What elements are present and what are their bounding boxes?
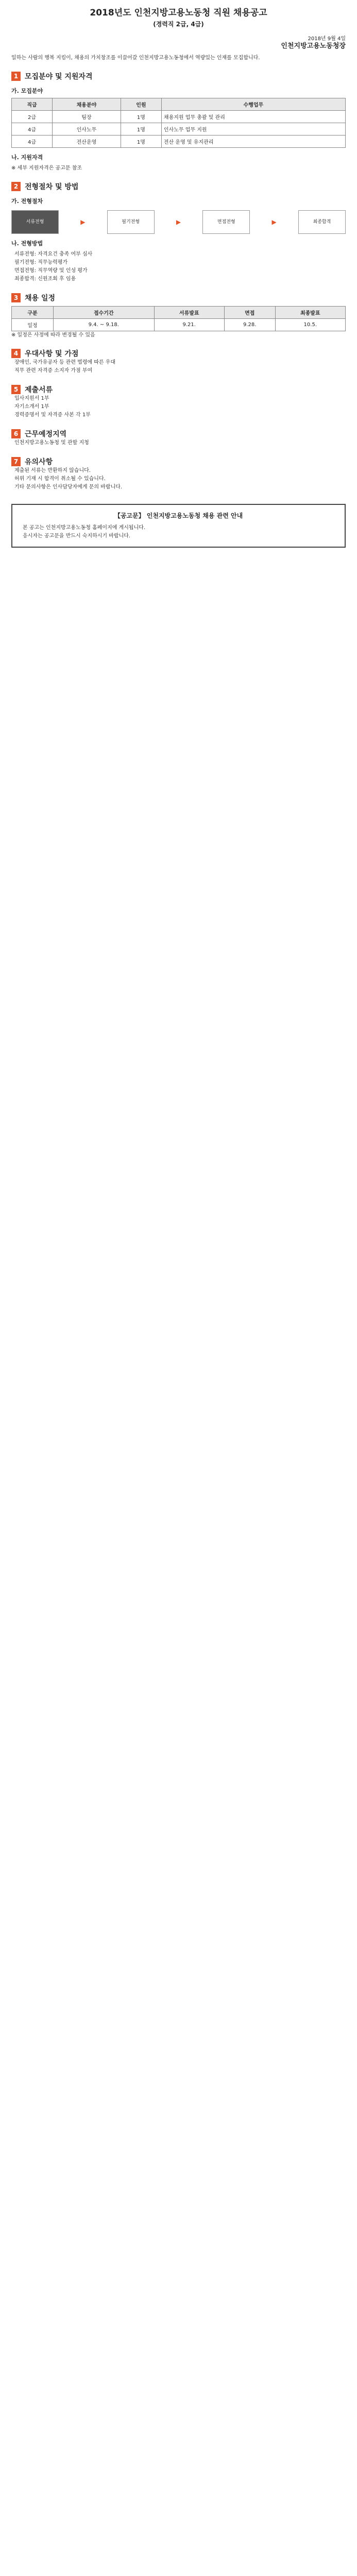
schedule-table bbox=[11, 306, 346, 331]
list-item: 기타 문의사항은 인사담당자에게 문의 바랍니다. bbox=[14, 484, 123, 490]
section-5-title bbox=[11, 384, 346, 395]
issue-date: 2018년 9월 4일 bbox=[308, 36, 346, 42]
section-number-badge: 5 bbox=[11, 385, 21, 394]
table-cell: 9.4. ~ 9.18. bbox=[54, 319, 154, 331]
table-cell: 9.28. bbox=[224, 319, 275, 331]
subsection-title: 나. 지원자격 bbox=[11, 154, 43, 161]
table-header: 수행업무 bbox=[161, 98, 345, 111]
list-item: 면접전형: 직무역량 및 인성 평가 bbox=[14, 268, 88, 274]
subsection-title: 가. 모집분야 bbox=[11, 88, 43, 94]
list-item: 제출된 서류는 반환하지 않습니다. bbox=[14, 468, 91, 473]
arrow-right-icon: ▶ bbox=[80, 218, 86, 226]
table-cell: 일정 bbox=[12, 319, 54, 331]
section-title-text: 채용 일정 bbox=[25, 294, 55, 302]
flow-step: 서류전형 bbox=[11, 210, 59, 234]
table-cell: 전산 운영 및 유지관리 bbox=[161, 135, 345, 148]
section-number-badge: 3 bbox=[11, 293, 21, 302]
table-cell: 팀장 bbox=[53, 111, 121, 123]
section-title-text: 제출서류 bbox=[25, 386, 53, 394]
table-cell: 전산운영 bbox=[53, 135, 121, 148]
section-number-badge: 6 bbox=[11, 429, 21, 438]
list-item: 경력증명서 및 자격증 사본 각 1부 bbox=[14, 412, 91, 418]
flow-step: 최종합격 bbox=[298, 210, 346, 234]
document-page bbox=[0, 0, 357, 548]
schedule-note: ※ 일정은 사정에 따라 변경될 수 있음 bbox=[11, 332, 95, 338]
table-cell: 4급 bbox=[12, 123, 53, 135]
table-cell: 10.5. bbox=[275, 319, 345, 331]
subsection-title: 나. 전형방법 bbox=[11, 240, 43, 247]
table-header: 면접 bbox=[224, 307, 275, 319]
section-title-text: 유의사항 bbox=[25, 458, 53, 466]
table-cell: 1명 bbox=[121, 135, 161, 148]
notice-box bbox=[11, 504, 346, 548]
list-item: 응시자는 공고문을 반드시 숙지하시기 바랍니다. bbox=[23, 533, 131, 539]
issuing-org: 인천지방고용노동청장 bbox=[281, 42, 346, 50]
table-header: 서류발표 bbox=[154, 307, 224, 319]
section-number-badge: 4 bbox=[11, 349, 21, 358]
table-header: 구분 bbox=[12, 307, 54, 319]
table-cell: 9.21. bbox=[154, 319, 224, 331]
section-6-title bbox=[11, 429, 346, 439]
document-subtitle: (경력직 2급, 4급) bbox=[153, 21, 204, 28]
section-number-badge: 1 bbox=[11, 72, 21, 81]
document-title: 2018년도 인천지방고용노동청 직원 채용공고 bbox=[90, 8, 267, 18]
date-block bbox=[11, 36, 346, 50]
notice-title: 【공고문】 인천지방고용노동청 채용 관련 안내 bbox=[114, 512, 243, 519]
table-cell: 4급 bbox=[12, 135, 53, 148]
section-4-title bbox=[11, 348, 346, 359]
table-cell: 1명 bbox=[121, 123, 161, 135]
subsection-title: 가. 전형절차 bbox=[11, 198, 43, 205]
section-number-badge: 2 bbox=[11, 182, 21, 191]
list-item: 최종합격: 신원조회 후 임용 bbox=[14, 276, 76, 282]
section-1-title bbox=[11, 71, 346, 81]
table-cell: 1명 bbox=[121, 111, 161, 123]
section-title-text: 우대사항 및 가점 bbox=[25, 350, 79, 358]
table-cell: 채용지원 업무 총괄 및 관리 bbox=[161, 111, 345, 123]
section-title-text: 전형절차 및 방법 bbox=[25, 183, 79, 191]
section-number-badge: 7 bbox=[11, 457, 21, 466]
arrow-right-icon: ▶ bbox=[271, 218, 277, 226]
table-header: 인원 bbox=[121, 98, 161, 111]
list-item: 본 공고는 인천지방고용노동청 홈페이지에 게시됩니다. bbox=[23, 525, 146, 531]
section-7-title bbox=[11, 456, 346, 467]
table-header: 직급 bbox=[12, 98, 53, 111]
recruitment-table bbox=[11, 98, 346, 148]
list-item: 서류전형: 자격요건 충족 여부 심사 bbox=[14, 251, 93, 257]
table-row bbox=[12, 123, 346, 135]
list-item: 입사지원서 1부 bbox=[14, 396, 49, 401]
table-row bbox=[12, 319, 346, 331]
table-cell: 인사노무 업무 지원 bbox=[161, 123, 345, 135]
list-item: 자기소개서 1부 bbox=[14, 404, 49, 410]
table-cell: 인사노무 bbox=[53, 123, 121, 135]
table-row bbox=[12, 111, 346, 123]
table-header: 접수기간 bbox=[54, 307, 154, 319]
table-header: 최종발표 bbox=[275, 307, 345, 319]
list-item: 장애인, 국가유공자 등 관련 법령에 따른 우대 bbox=[14, 360, 116, 365]
section-title-text: 근무예정지역 bbox=[25, 430, 67, 438]
process-flow bbox=[11, 210, 346, 234]
table-row bbox=[12, 135, 346, 148]
table-header: 채용분야 bbox=[53, 98, 121, 111]
list-item: 허위 기재 시 합격이 취소될 수 있습니다. bbox=[14, 476, 106, 482]
section-2-title bbox=[11, 181, 346, 192]
table-cell: 2급 bbox=[12, 111, 53, 123]
flow-step: 면접전형 bbox=[202, 210, 250, 234]
intro-text: 일하는 사람의 행복 지킴이, 채용의 가치창조를 이끌어갈 인천지방고용노동청에서 역량있는 인재를 모집합니다. bbox=[11, 55, 260, 61]
list-item: 필기전형: 직무능력평가 bbox=[14, 260, 68, 265]
qualification-note: ※ 세부 지원자격은 공고문 참조 bbox=[11, 165, 82, 171]
flow-step: 필기전형 bbox=[107, 210, 155, 234]
section-3-title bbox=[11, 293, 346, 303]
section-title-text: 모집분야 및 지원자격 bbox=[25, 73, 93, 81]
list-item: 직무 관련 자격증 소지자 가점 부여 bbox=[14, 368, 93, 374]
list-item: 인천지방고용노동청 및 관할 지청 bbox=[14, 440, 89, 446]
arrow-right-icon: ▶ bbox=[176, 218, 181, 226]
